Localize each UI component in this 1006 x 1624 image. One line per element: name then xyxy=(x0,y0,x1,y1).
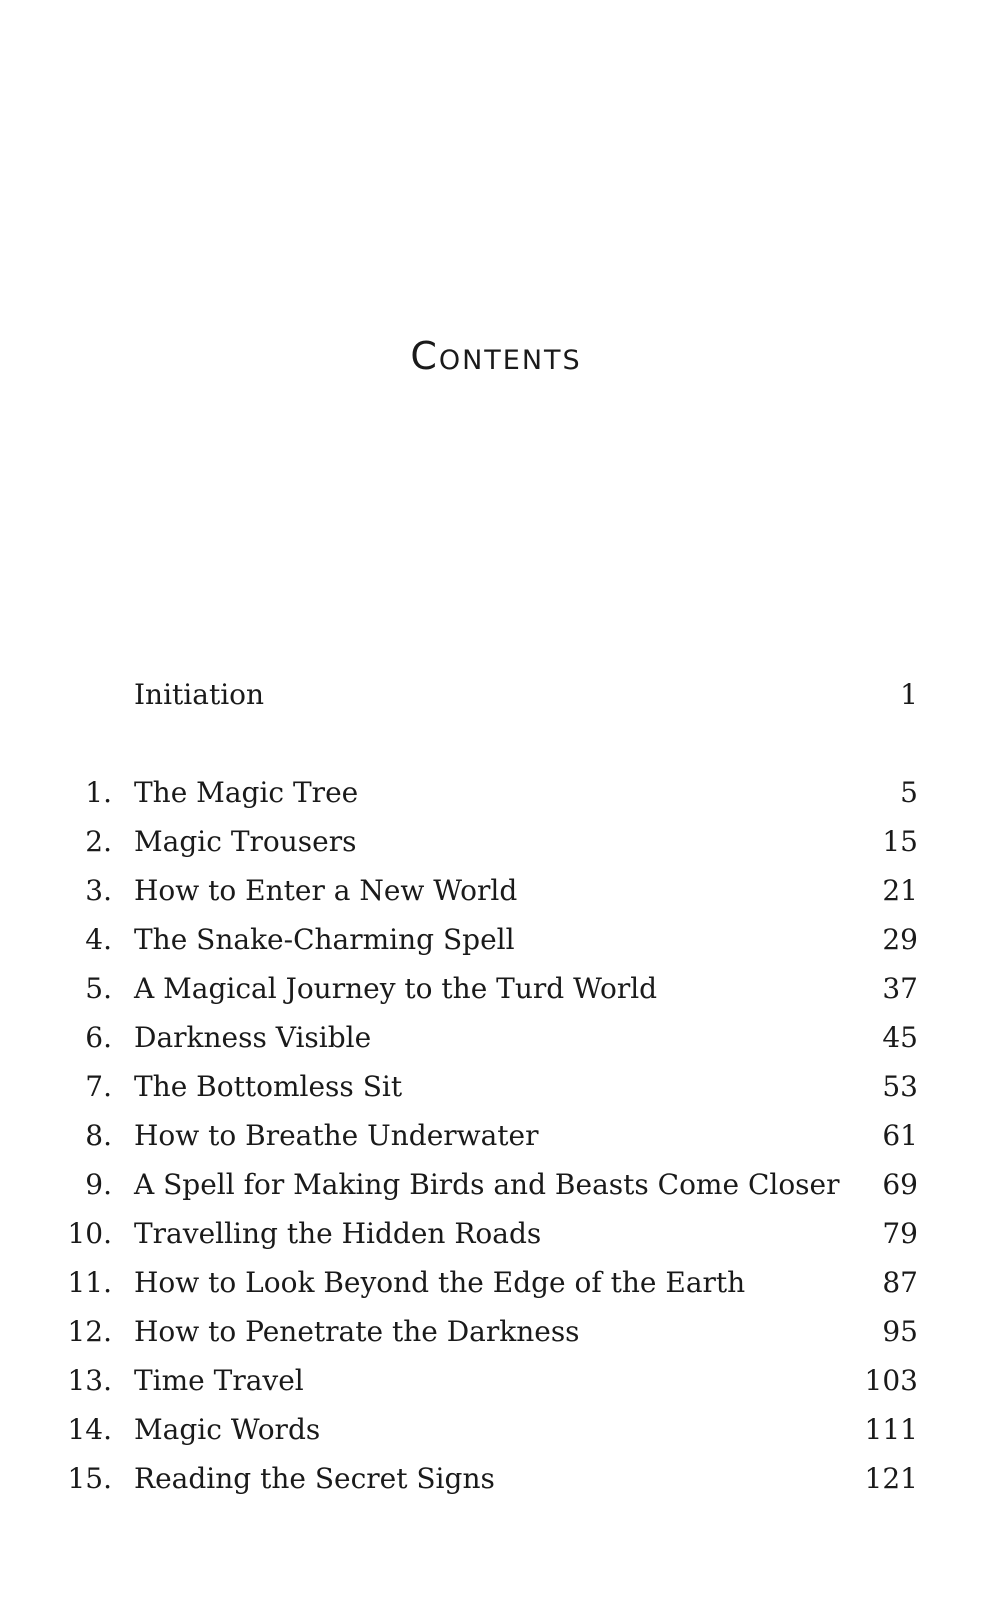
chapter-title: Time Travel xyxy=(134,1364,304,1397)
chapter-page: 21 xyxy=(882,874,918,907)
chapter-page: 37 xyxy=(882,972,918,1005)
toc-row xyxy=(0,771,1006,815)
chapter-title: The Bottomless Sit xyxy=(134,1070,403,1103)
chapter-page: 15 xyxy=(882,825,918,858)
chapter-number: 14. xyxy=(67,1413,112,1446)
page-title: Contents xyxy=(410,334,582,378)
chapter-number: 12. xyxy=(67,1315,112,1348)
chapter-title: A Magical Journey to the Turd World xyxy=(134,972,658,1005)
chapter-title: How to Look Beyond the Edge of the Earth xyxy=(134,1266,746,1299)
toc-row xyxy=(0,967,1006,1011)
chapter-page: 79 xyxy=(882,1217,918,1250)
chapter-page: 95 xyxy=(882,1315,918,1348)
toc-row xyxy=(0,869,1006,913)
chapter-number: 8. xyxy=(85,1119,112,1152)
toc-row xyxy=(0,820,1006,864)
chapter-page: 69 xyxy=(882,1168,918,1201)
chapter-title: Reading the Secret Signs xyxy=(134,1462,495,1495)
toc-row xyxy=(0,1163,1006,1207)
chapter-title: How to Penetrate the Darkness xyxy=(134,1315,580,1348)
chapter-number: 5. xyxy=(85,972,112,1005)
chapter-number: 3. xyxy=(85,874,112,907)
chapter-number: 13. xyxy=(67,1364,112,1397)
toc-row xyxy=(0,1016,1006,1060)
toc-row xyxy=(0,1359,1006,1403)
chapter-title: Magic Words xyxy=(134,1413,321,1446)
chapter-number: 15. xyxy=(67,1462,112,1495)
chapter-number: 10. xyxy=(67,1217,112,1250)
chapter-title: Magic Trousers xyxy=(134,825,357,858)
toc-intro-row xyxy=(0,673,1006,717)
chapter-page: 121 xyxy=(864,1462,918,1495)
chapter-page: 103 xyxy=(864,1364,918,1397)
toc-row xyxy=(0,1212,1006,1256)
toc-row xyxy=(0,1114,1006,1158)
chapter-page: 87 xyxy=(882,1266,918,1299)
toc-row xyxy=(0,1261,1006,1305)
chapter-page: 53 xyxy=(882,1070,918,1103)
chapter-page: 111 xyxy=(864,1413,918,1446)
chapter-number: 2. xyxy=(85,825,112,858)
toc-row xyxy=(0,1408,1006,1452)
toc-row xyxy=(0,1065,1006,1109)
toc-row xyxy=(0,1310,1006,1354)
chapter-title: How to Breathe Underwater xyxy=(134,1119,539,1152)
chapter-number: 9. xyxy=(85,1168,112,1201)
chapter-number: 4. xyxy=(85,923,112,956)
chapter-page: 5 xyxy=(900,776,918,809)
chapter-number: 6. xyxy=(85,1021,112,1054)
chapter-title: The Magic Tree xyxy=(134,776,359,809)
chapter-title: Darkness Visible xyxy=(134,1021,372,1054)
chapter-number: 7. xyxy=(85,1070,112,1103)
chapter-title: How to Enter a New World xyxy=(134,874,518,907)
toc-row xyxy=(0,918,1006,962)
chapter-title: The Snake-Charming Spell xyxy=(134,923,515,956)
toc-row xyxy=(0,1457,1006,1501)
chapter-title: A Spell for Making Birds and Beasts Come Closer xyxy=(134,1168,840,1201)
chapter-number: 11. xyxy=(67,1266,112,1299)
toc-intro-page: 1 xyxy=(900,678,918,711)
chapter-number: 1. xyxy=(85,776,112,809)
chapter-page: 45 xyxy=(882,1021,918,1054)
toc-intro-label: Initiation xyxy=(134,678,265,711)
chapter-page: 29 xyxy=(882,923,918,956)
chapter-title: Travelling the Hidden Roads xyxy=(134,1217,542,1250)
chapter-page: 61 xyxy=(882,1119,918,1152)
